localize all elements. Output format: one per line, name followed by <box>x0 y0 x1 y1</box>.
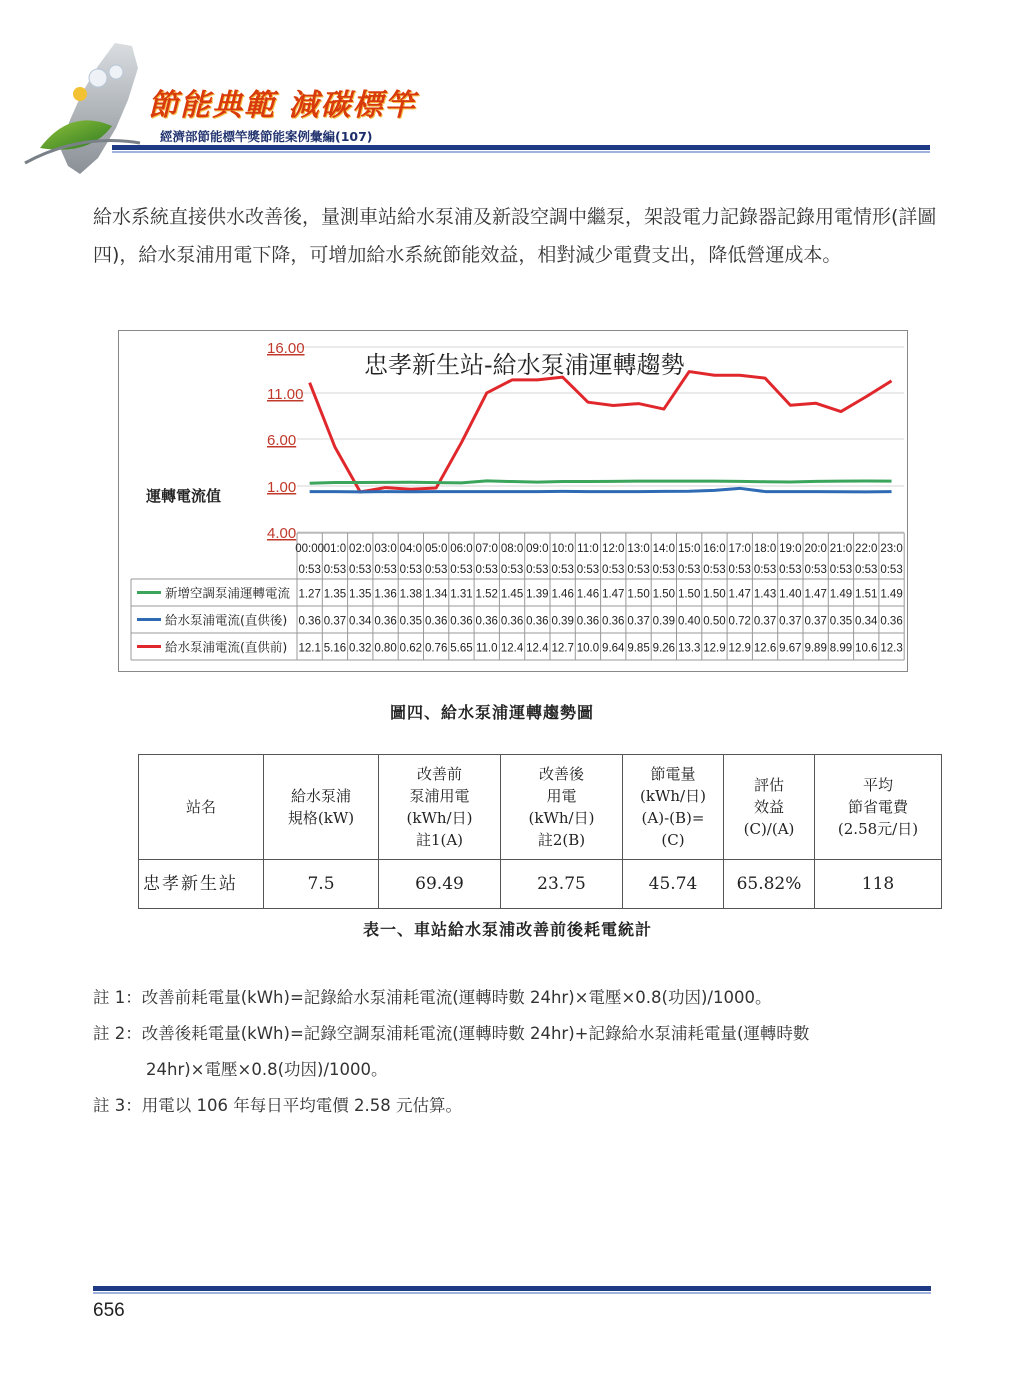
y-tick-label: 1.00 <box>267 479 297 496</box>
data-label: 0.36 <box>602 615 625 628</box>
x-tick-label: 10:0 <box>551 543 574 555</box>
header-line: 節電量 <box>650 765 696 783</box>
header-line: 規格(kW) <box>287 809 355 827</box>
data-label: 1.39 <box>526 588 549 601</box>
data-label: 9.85 <box>627 642 650 655</box>
header-line: 節省電費 <box>847 798 908 816</box>
data-label: 1.40 <box>779 588 802 601</box>
data-label: 0.36 <box>526 615 549 628</box>
y-axis-label: 運轉電流值 <box>146 487 222 505</box>
x-tick-label: 22:0 <box>855 543 878 555</box>
data-label: 0.36 <box>424 615 448 628</box>
data-label: 0.36 <box>374 615 397 628</box>
x-tick-label: 14:0 <box>652 543 676 555</box>
legend-label: 給水泵浦電流(直供前) <box>165 639 288 655</box>
cell-before: 69.49 <box>379 860 501 909</box>
series-line <box>310 481 892 483</box>
x-tick-label: 16:0 <box>703 543 726 555</box>
data-label: 1.31 <box>450 588 473 601</box>
y-tick-label: 16.00 <box>267 340 305 357</box>
header-line: 平均 <box>862 776 893 794</box>
data-label: 0.36 <box>500 615 524 628</box>
header-station <box>139 755 264 860</box>
x-tick-label: 0:53 <box>500 564 524 576</box>
x-tick-label: 09:0 <box>526 543 549 555</box>
data-label: 0.36 <box>880 615 903 628</box>
x-tick-label: 02:0 <box>349 543 372 555</box>
header-line: (A)-(B)= <box>641 809 705 827</box>
taiwan-logo-art <box>20 38 155 178</box>
header-after <box>501 755 623 860</box>
data-label: 9.67 <box>779 642 802 655</box>
header-cost <box>815 755 942 860</box>
data-label: 1.49 <box>880 588 903 601</box>
y-tick-label: 6.00 <box>267 432 297 449</box>
table-caption: 表一、車站給水泵浦改善前後耗電統計 <box>363 920 653 939</box>
header-subtitle: 經濟部節能標竿獎節能案例彙編(107) <box>160 129 373 144</box>
x-tick-label: 07:0 <box>475 543 498 555</box>
data-label: 0.39 <box>652 615 676 628</box>
series-line <box>310 372 892 492</box>
data-label: 1.50 <box>677 588 701 601</box>
note-2: 註 2：改善後耗電量(kWh)=記錄空調泵浦耗電流(運轉時數 24hr)+記錄給水泵浦耗電量(運轉時數 <box>93 1024 810 1043</box>
x-tick-label: 18:0 <box>753 543 777 555</box>
data-label: 1.51 <box>855 588 878 601</box>
legend-label: 新增空調泵浦運轉電流 <box>165 585 291 601</box>
x-tick-label: 0:53 <box>880 564 903 576</box>
data-label: 0.35 <box>829 615 853 628</box>
x-tick-label: 15:0 <box>677 543 701 555</box>
data-label: 1.45 <box>500 588 524 601</box>
x-tick-label: 0:53 <box>753 564 777 576</box>
data-label: 0.35 <box>399 615 423 628</box>
data-label: 0.36 <box>450 615 473 628</box>
x-tick-label: 0:53 <box>475 564 498 576</box>
header-line: (kWh/日) <box>528 809 595 827</box>
data-label: 0.34 <box>855 615 878 628</box>
footer-divider <box>93 1286 931 1291</box>
data-label: 0.40 <box>677 615 701 628</box>
data-label: 1.52 <box>475 588 498 601</box>
header-before <box>379 755 501 860</box>
data-label: 0.36 <box>298 615 321 628</box>
header-divider-thin <box>112 151 930 153</box>
x-tick-label: 03:0 <box>374 543 397 555</box>
x-tick-label: 05:0 <box>424 543 448 555</box>
header-line: 給水泵浦 <box>290 787 351 805</box>
x-tick-label: 0:53 <box>450 564 473 576</box>
data-label: 12.3 <box>880 642 903 655</box>
header-line: 改善後 <box>538 765 584 783</box>
data-label: 1.50 <box>652 588 676 601</box>
x-tick-label: 0:53 <box>349 564 372 576</box>
data-label: 1.46 <box>551 588 574 601</box>
header-line: 站名 <box>185 798 216 816</box>
data-label: 0.36 <box>576 615 600 628</box>
footer-divider-thin <box>93 1292 931 1294</box>
header-line: 泵浦用電 <box>409 787 470 805</box>
x-tick-label: 04:0 <box>399 543 423 555</box>
data-label: 9.64 <box>602 642 625 655</box>
x-tick-label: 00:00 <box>295 543 325 555</box>
data-label: 0.76 <box>424 642 448 655</box>
header-line: (2.58元/日) <box>837 820 919 838</box>
data-label: 0.34 <box>349 615 372 628</box>
x-tick-label: 0:53 <box>323 564 347 576</box>
cell-saving: 45.74 <box>623 860 724 909</box>
data-label: 9.26 <box>652 642 676 655</box>
header-title: 節能典範 減碳標竿 <box>148 88 417 123</box>
data-label: 0.32 <box>349 642 372 655</box>
page-number: 656 <box>93 1300 125 1321</box>
table-header-row <box>139 755 942 860</box>
data-label: 12.1 <box>298 642 321 655</box>
data-label: 12.9 <box>703 642 726 655</box>
data-label: 0.72 <box>728 615 751 628</box>
header-line: 註2(B) <box>537 831 586 849</box>
header-line: (kWh/日) <box>640 787 706 805</box>
x-tick-label: 0:53 <box>677 564 701 576</box>
data-label: 0.80 <box>374 642 397 655</box>
header-spec <box>264 755 379 860</box>
x-tick-label: 0:53 <box>399 564 423 576</box>
data-label: 1.49 <box>829 588 853 601</box>
data-label: 0.50 <box>703 615 726 628</box>
data-label: 5.65 <box>450 642 473 655</box>
data-label: 1.38 <box>399 588 423 601</box>
header-line: 用電 <box>546 787 577 805</box>
data-label: 0.37 <box>753 615 777 628</box>
notes <box>93 980 943 1124</box>
data-label: 0.37 <box>323 615 347 628</box>
cell-cost: 118 <box>815 860 942 909</box>
data-label: 1.47 <box>804 588 827 601</box>
y-tick-label: 4.00 <box>267 525 297 542</box>
x-tick-label: 0:53 <box>627 564 650 576</box>
intro-paragraph: 給水系統直接供水改善後，量測車站給水泵浦及新設空調中繼泵，架設電力記錄器記錄用電情形(詳圖四)，給水泵浦用電下降，可增加給水系統節能效益，相對減少電費支出，降低營運成本。 <box>93 206 937 266</box>
data-label: 12.7 <box>551 642 574 655</box>
x-tick-label: 0:53 <box>855 564 878 576</box>
legend-label: 給水泵浦電流(直供後) <box>165 612 288 628</box>
data-label: 0.37 <box>779 615 802 628</box>
header-line: 效益 <box>753 798 784 816</box>
trend-chart <box>118 330 908 672</box>
header-divider <box>112 145 930 150</box>
stats-table <box>138 754 942 909</box>
cell-after: 23.75 <box>501 860 623 909</box>
x-tick-label: 21:0 <box>829 543 853 555</box>
x-tick-label: 06:0 <box>450 543 473 555</box>
data-label: 1.34 <box>424 588 448 601</box>
header-line: (kWh/日) <box>406 809 473 827</box>
x-tick-label: 0:53 <box>804 564 827 576</box>
x-tick-label: 0:53 <box>652 564 676 576</box>
data-label: 1.46 <box>576 588 600 601</box>
note-1: 註 1：改善前耗電量(kWh)=記錄給水泵浦耗電流(運轉時數 24hr)×電壓×0.8(功因)/1000。 <box>93 988 772 1007</box>
note-2-continued: 24hr)×電壓×0.8(功因)/1000。 <box>146 1060 388 1079</box>
header-line: (C)/(A) <box>743 820 795 838</box>
header-line: (C) <box>661 831 685 849</box>
x-tick-label: 13:0 <box>627 543 650 555</box>
data-label: 10.6 <box>855 642 878 655</box>
figure-caption: 圖四、給水泵浦運轉趨勢圖 <box>390 703 595 722</box>
x-tick-label: 08:0 <box>500 543 524 555</box>
x-tick-label: 17:0 <box>728 543 751 555</box>
x-tick-label: 0:53 <box>298 564 321 576</box>
cell-station: 忠孝新生站 <box>139 860 264 909</box>
data-label: 1.47 <box>728 588 751 601</box>
data-label: 9.89 <box>804 642 827 655</box>
x-tick-label: 11:0 <box>577 543 599 555</box>
cell-spec: 7.5 <box>264 860 379 909</box>
x-tick-label: 0:53 <box>576 564 600 576</box>
x-tick-label: 0:53 <box>779 564 802 576</box>
x-tick-label: 0:53 <box>424 564 448 576</box>
data-label: 10.0 <box>576 642 600 655</box>
data-label: 1.50 <box>627 588 650 601</box>
data-label: 1.35 <box>349 588 372 601</box>
data-label: 8.99 <box>829 642 853 655</box>
cell-efficiency: 65.82% <box>724 860 815 909</box>
data-label: 1.50 <box>703 588 726 601</box>
data-label: 12.6 <box>753 642 777 655</box>
x-tick-label: 12:0 <box>602 543 625 555</box>
data-label: 12.9 <box>728 642 751 655</box>
data-label: 0.37 <box>804 615 827 628</box>
y-tick-label: 11.00 <box>267 386 304 403</box>
data-label: 0.39 <box>551 615 574 628</box>
chart-canvas <box>119 331 907 671</box>
data-label: 12.4 <box>526 642 549 655</box>
data-label: 0.36 <box>475 615 498 628</box>
header-line: 改善前 <box>416 765 462 783</box>
data-label: 1.43 <box>753 588 777 601</box>
table-row <box>139 860 942 909</box>
chart-title: 忠孝新生站-給水泵浦運轉趨勢 <box>364 351 685 379</box>
data-label: 5.16 <box>323 642 347 655</box>
header-efficiency <box>724 755 815 860</box>
x-tick-label: 0:53 <box>526 564 549 576</box>
data-label: 1.27 <box>298 588 321 601</box>
header-saving <box>623 755 724 860</box>
x-tick-label: 0:53 <box>602 564 625 576</box>
data-label: 1.36 <box>374 588 397 601</box>
data-label: 11.0 <box>475 642 498 655</box>
x-tick-label: 0:53 <box>728 564 751 576</box>
data-label: 0.37 <box>627 615 650 628</box>
x-tick-label: 0:53 <box>703 564 726 576</box>
x-tick-label: 0:53 <box>829 564 853 576</box>
data-label: 12.4 <box>500 642 524 655</box>
note-3: 註 3：用電以 106 年每日平均電價 2.58 元估算。 <box>93 1096 462 1115</box>
data-label: 0.62 <box>399 642 423 655</box>
data-label: 1.47 <box>602 588 625 601</box>
data-label: 13.3 <box>677 642 701 655</box>
x-tick-label: 20:0 <box>804 543 827 555</box>
x-tick-label: 01:0 <box>323 543 347 555</box>
header-line: 註1(A) <box>415 831 464 849</box>
x-tick-label: 0:53 <box>374 564 397 576</box>
data-label: 1.35 <box>323 588 347 601</box>
x-tick-label: 19:0 <box>779 543 802 555</box>
x-tick-label: 0:53 <box>551 564 574 576</box>
header-line: 評估 <box>753 776 784 794</box>
x-tick-label: 23:0 <box>880 543 903 555</box>
